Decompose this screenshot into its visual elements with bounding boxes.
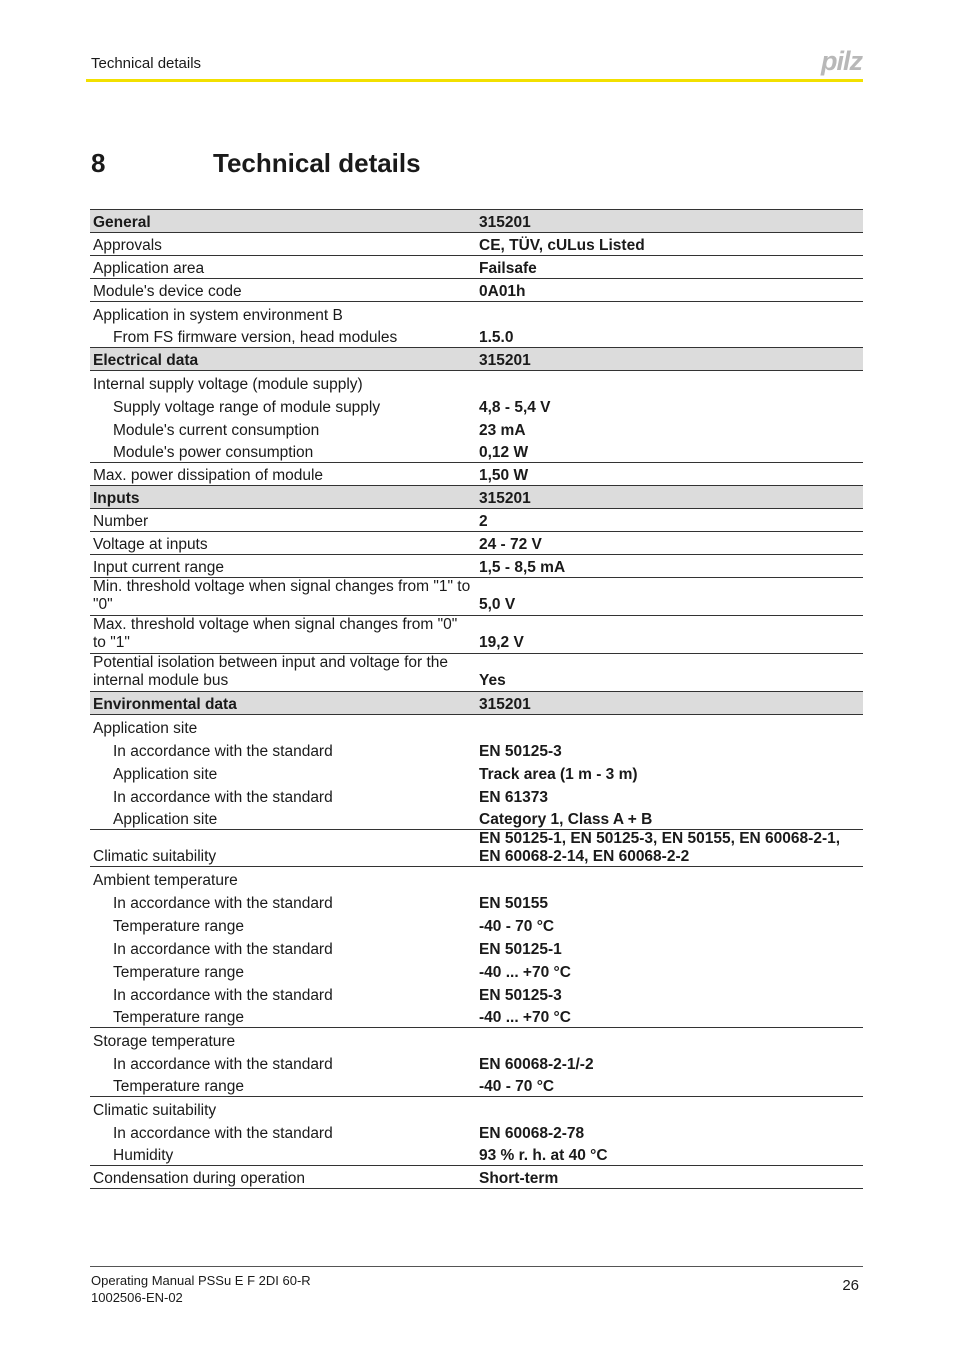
row-label: In accordance with the standard xyxy=(113,742,333,760)
table-section-header xyxy=(90,210,863,233)
row-label: Storage temperature xyxy=(90,1028,476,1051)
table-row xyxy=(90,654,863,692)
pilz-logo: pilz xyxy=(821,46,862,76)
row-label: Application site xyxy=(113,811,218,828)
table-row xyxy=(90,807,863,830)
table-row xyxy=(90,302,863,325)
row-label: Temperature range xyxy=(113,917,244,935)
row-label: Number xyxy=(90,509,476,532)
table-row xyxy=(90,532,863,555)
row-value: EN 50125-3 xyxy=(479,986,562,1004)
row-value: EN 60068-2-78 xyxy=(479,1124,585,1142)
page-number: 26 xyxy=(842,1277,859,1294)
row-value: 5,0 V xyxy=(476,578,863,616)
row-value: Failsafe xyxy=(476,256,863,279)
row-value: EN 50125-1 xyxy=(479,940,562,958)
row-value: 24 - 72 V xyxy=(476,532,863,555)
table-row xyxy=(90,440,863,463)
row-label: In accordance with the standard xyxy=(113,1055,333,1073)
table-row xyxy=(90,1120,863,1143)
row-label: Application site xyxy=(90,715,476,738)
table-row xyxy=(90,233,863,256)
row-label: From FS firmware version, head modules xyxy=(113,329,398,346)
row-value xyxy=(476,1028,863,1051)
row-label: Inputs xyxy=(90,486,476,509)
header-rule xyxy=(86,79,863,82)
row-label: Input current range xyxy=(90,555,476,578)
row-label: Electrical data xyxy=(90,348,476,371)
row-label: Application in system environment B xyxy=(90,302,476,325)
table-row xyxy=(90,279,863,302)
row-value: 1,5 - 8,5 mA xyxy=(476,555,863,578)
row-label: Climatic suitability xyxy=(90,1097,476,1120)
row-label: Max. threshold voltage when signal changes from "0" to "1" xyxy=(90,616,476,654)
footer-manual-title: Operating Manual PSSu E F 2DI 60-R xyxy=(91,1273,311,1288)
row-value: -40 ... +70 °C xyxy=(479,963,571,981)
table-row xyxy=(90,1143,863,1166)
row-label: In accordance with the standard xyxy=(113,986,333,1004)
table-row xyxy=(90,867,863,890)
row-value: Yes xyxy=(476,654,863,692)
table-row xyxy=(90,325,863,348)
row-label: In accordance with the standard xyxy=(113,894,333,912)
row-value: 23 mA xyxy=(479,421,526,439)
row-label: Temperature range xyxy=(113,1078,244,1095)
row-value xyxy=(476,1097,863,1120)
row-label: Condensation during operation xyxy=(90,1166,476,1189)
section-title: Technical details xyxy=(213,148,421,178)
row-label: Max. power dissipation of module xyxy=(90,463,476,486)
table-row xyxy=(90,394,863,417)
row-label: General xyxy=(90,210,476,233)
table-row xyxy=(90,830,863,867)
table-row xyxy=(90,738,863,761)
row-value: 2 xyxy=(476,509,863,532)
row-value: EN 50125-1, EN 50125-3, EN 50155, EN 60068-2-1, EN 60068-2-14, EN 60068-2-2 xyxy=(476,830,863,867)
table-row xyxy=(90,784,863,807)
row-label: Module's current consumption xyxy=(113,421,320,439)
row-value: -40 ... +70 °C xyxy=(479,1009,571,1026)
table-row xyxy=(90,982,863,1005)
row-label: In accordance with the standard xyxy=(113,940,333,958)
table-row xyxy=(90,890,863,913)
row-value: 1.5.0 xyxy=(479,329,514,346)
table-row xyxy=(90,913,863,936)
row-value: 315201 xyxy=(476,486,863,509)
table-row xyxy=(90,555,863,578)
row-value: 315201 xyxy=(476,210,863,233)
row-value xyxy=(476,867,863,890)
row-label: In accordance with the standard xyxy=(113,1124,333,1142)
row-value: Short-term xyxy=(476,1166,863,1189)
table-row xyxy=(90,715,863,738)
row-value xyxy=(476,371,863,394)
row-label: Potential isolation between input and voltage for the internal module bus xyxy=(90,654,476,692)
table-row xyxy=(90,417,863,440)
table-section-header xyxy=(90,348,863,371)
table-row xyxy=(90,616,863,654)
table-row xyxy=(90,936,863,959)
row-label: Approvals xyxy=(90,233,476,256)
row-value: EN 60068-2-1/-2 xyxy=(479,1055,594,1073)
row-value: 0,12 W xyxy=(479,444,529,461)
row-value: 315201 xyxy=(476,348,863,371)
technical-data-table xyxy=(90,209,863,1189)
table-row xyxy=(90,1166,863,1189)
footer-doc-number: 1002506-EN-02 xyxy=(91,1290,183,1305)
table-section-header xyxy=(90,692,863,715)
table-row xyxy=(90,1097,863,1120)
row-label: Ambient temperature xyxy=(90,867,476,890)
row-label: Temperature range xyxy=(113,963,244,981)
row-value: -40 - 70 °C xyxy=(479,917,555,935)
page-header-title: Technical details xyxy=(91,55,202,72)
row-value xyxy=(476,715,863,738)
row-label: Application site xyxy=(113,765,218,783)
row-value: Category 1, Class A + B xyxy=(479,811,653,828)
row-value: EN 50155 xyxy=(479,894,548,912)
table-row xyxy=(90,761,863,784)
table-row xyxy=(90,959,863,982)
table-row xyxy=(90,578,863,616)
row-label: Supply voltage range of module supply xyxy=(113,398,381,416)
table-section-header xyxy=(90,486,863,509)
row-value: EN 61373 xyxy=(479,788,548,806)
row-label: Climatic suitability xyxy=(90,830,476,867)
row-label: Temperature range xyxy=(113,1009,244,1026)
row-value: CE, TÜV, cULus Listed xyxy=(476,233,863,256)
row-label: Application area xyxy=(90,256,476,279)
row-label: Min. threshold voltage when signal changes from "1" to "0" xyxy=(90,578,476,616)
row-value: Track area (1 m - 3 m) xyxy=(479,765,638,783)
section-number: 8 xyxy=(91,148,106,178)
row-value: 315201 xyxy=(476,692,863,715)
row-value: 0A01h xyxy=(476,279,863,302)
row-value xyxy=(476,302,863,325)
row-value: 19,2 V xyxy=(476,616,863,654)
table-row xyxy=(90,256,863,279)
table-row xyxy=(90,1074,863,1097)
row-value: 4,8 - 5,4 V xyxy=(479,398,551,416)
table-row xyxy=(90,463,863,486)
row-label: In accordance with the standard xyxy=(113,788,333,806)
table-row xyxy=(90,1051,863,1074)
row-value: -40 - 70 °C xyxy=(479,1078,555,1095)
table-row xyxy=(90,1005,863,1028)
row-label: Internal supply voltage (module supply) xyxy=(90,371,476,394)
row-label: Module's power consumption xyxy=(113,444,314,461)
table-row xyxy=(90,371,863,394)
table-row xyxy=(90,509,863,532)
row-value: 93 % r. h. at 40 °C xyxy=(479,1147,608,1164)
row-label: Module's device code xyxy=(90,279,476,302)
row-value: 1,50 W xyxy=(476,463,863,486)
row-value: EN 50125-3 xyxy=(479,742,562,760)
table-row xyxy=(90,1028,863,1051)
row-label: Environmental data xyxy=(90,692,476,715)
footer-rule xyxy=(90,1266,863,1267)
row-label: Humidity xyxy=(113,1147,174,1164)
row-label: Voltage at inputs xyxy=(90,532,476,555)
